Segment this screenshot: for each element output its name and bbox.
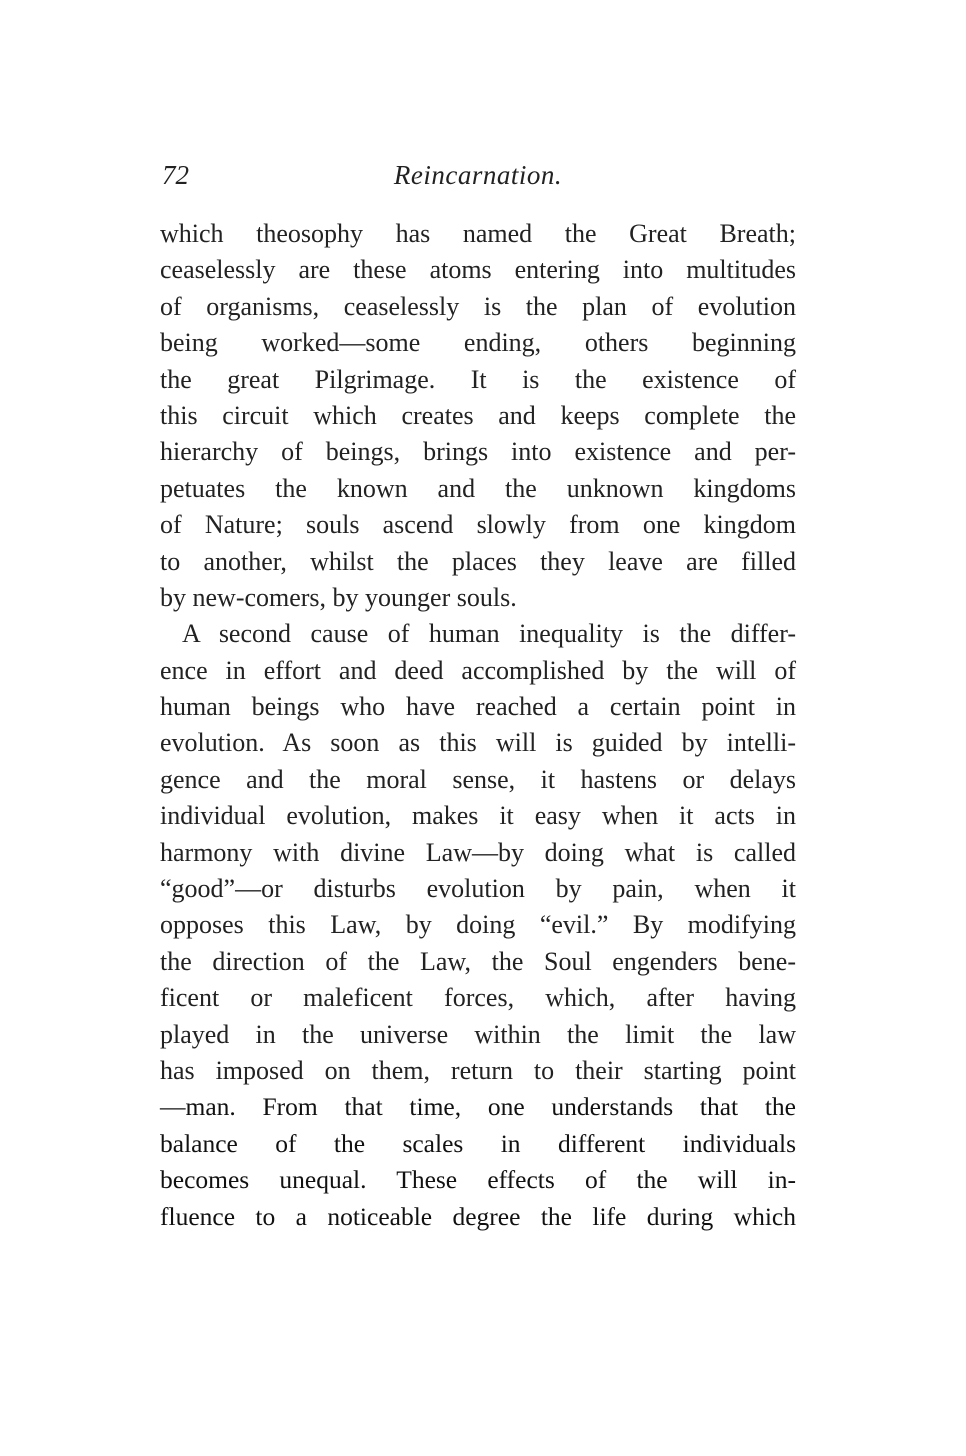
text-line: the great Pilgrimage. It is the existence of bbox=[160, 364, 796, 394]
text-line: evolution. As soon as this will is guided by intelli- bbox=[160, 728, 796, 758]
text-line: being worked—some ending, others beginning bbox=[160, 328, 796, 358]
text-line: of organisms, ceaselessly is the plan of evolution bbox=[160, 291, 796, 321]
body-text bbox=[160, 216, 796, 1235]
running-title: Reincarnation. bbox=[393, 160, 563, 190]
text-line: fluence to a noticeable degree the life during which bbox=[160, 1201, 796, 1231]
text-line: ficent or maleficent forces, which, after having bbox=[160, 983, 796, 1013]
text-line: opposes this Law, by doing “evil.” By modifying bbox=[160, 910, 796, 940]
text-line: has imposed on them, return to their starting point bbox=[160, 1055, 796, 1085]
text-line: ceaselessly are these atoms entering into multitudes bbox=[160, 255, 796, 285]
text-line: ence in effort and deed accomplished by the will of bbox=[160, 655, 796, 685]
text-line: gence and the moral sense, it hastens or delays bbox=[160, 764, 796, 794]
paragraph-start-line: A second cause of human inequality is the differ- bbox=[182, 619, 796, 649]
text-line: individual evolution, makes it easy when it acts in bbox=[160, 801, 796, 831]
text-line: of Nature; souls ascend slowly from one kingdom bbox=[160, 510, 796, 540]
paragraph-end-line: by new-comers, by younger souls. bbox=[160, 582, 517, 612]
text-line: this circuit which creates and keeps complete the bbox=[160, 400, 796, 430]
text-line: played in the universe within the limit the law bbox=[160, 1019, 796, 1049]
running-head bbox=[160, 160, 796, 196]
text-line: petuates the known and the unknown kingdoms bbox=[160, 473, 796, 503]
text-line: the direction of the Law, the Soul engenders bene- bbox=[160, 946, 796, 976]
text-line: which theosophy has named the Great Breath; bbox=[160, 219, 796, 248]
text-line: hierarchy of beings, brings into existence and per- bbox=[160, 437, 796, 467]
text-line: —man. From that time, one understands that the bbox=[160, 1092, 796, 1122]
text-line: “good”—or disturbs evolution by pain, when it bbox=[160, 874, 796, 904]
text-line: human beings who have reached a certain point in bbox=[160, 692, 796, 722]
page-number: 72 bbox=[162, 160, 189, 190]
text-line: to another, whilst the places they leave are filled bbox=[160, 546, 796, 576]
text-line: harmony with divine Law—by doing what is called bbox=[160, 837, 796, 867]
text-line: balance of the scales in different individuals bbox=[160, 1128, 796, 1158]
text-line: becomes unequal. These effects of the will in- bbox=[160, 1165, 796, 1195]
